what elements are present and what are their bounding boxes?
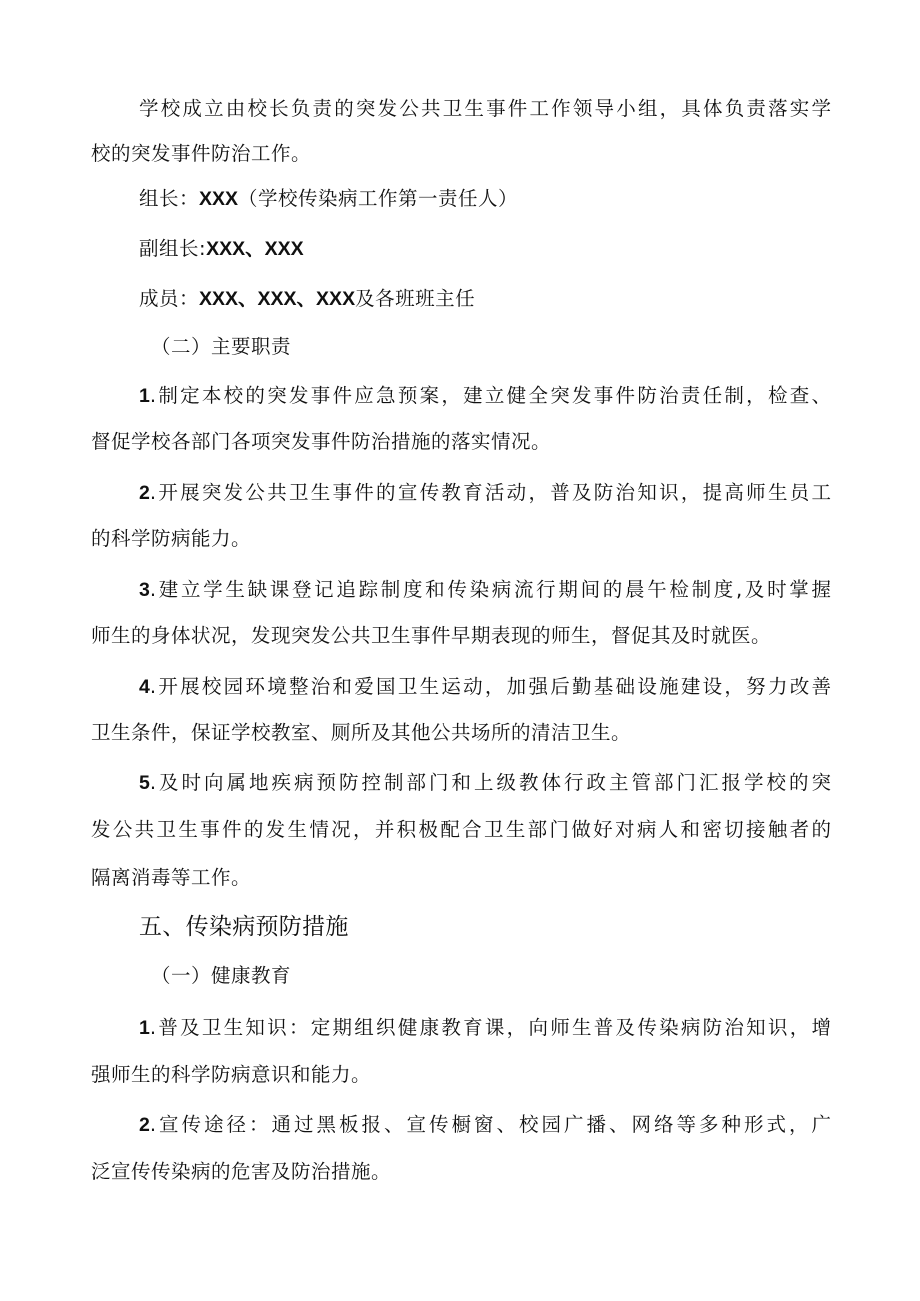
duty-item-5-text-3: 隔离消毒等工作。	[91, 866, 252, 889]
duty-item-5-line-1	[139, 768, 831, 798]
duty-item-4-line-1	[139, 672, 831, 702]
duty-item-5-text-1: .及时向属地疾病预防控制部门和上级教体行政主管部门汇报学校的突	[149, 771, 831, 794]
intro-text-2: 校的突发事件防治工作。	[91, 142, 312, 165]
leader-note: （学校传染病工作第一责任人）	[238, 187, 519, 210]
duty-item-1-text-1: .制定本校的突发事件应急预案，建立健全突发事件防治责任制，检查、	[149, 384, 831, 407]
members-line	[139, 284, 475, 314]
health-item-2-line-2	[91, 1157, 391, 1187]
duty-item-2-number: 2	[139, 482, 150, 504]
duty-item-5-line-2	[91, 815, 831, 845]
duty-item-1-line-2	[91, 427, 551, 457]
health-item-1-text-2: 强师生的科学防病意识和能力。	[91, 1063, 372, 1086]
duty-item-5-number: 5	[139, 772, 150, 794]
duty-item-2-text-1: .开展突发公共卫生事件的宣传教育活动，普及防治知识，提高师生员工	[149, 481, 831, 504]
health-item-1-line-2	[91, 1060, 371, 1090]
duty-item-4-line-2	[91, 718, 631, 748]
duty-item-3-number: 3	[139, 579, 150, 601]
duty-item-4-text-1: .开展校园环境整治和爱国卫生运动，加强后勤基础设施建设，努力改善	[149, 675, 831, 698]
section-title-duties	[151, 332, 291, 362]
deputy-line	[139, 234, 304, 264]
section-title-health-education-text: （一）健康教育	[151, 964, 292, 987]
leader-label: 组长：	[139, 187, 200, 210]
duty-item-3-text-2: 师生的身体状况，发现突发公共卫生事件早期表现的师生，督促其及时就医。	[91, 624, 772, 647]
section-heading-prevention	[139, 911, 349, 943]
duty-item-1-text-2: 督促学校各部门各项突发事件防治措施的落实情况。	[91, 430, 552, 453]
duty-item-2-line-2	[91, 524, 251, 554]
section-heading-prevention-text: 五、传染病预防措施	[139, 914, 349, 940]
deputy-label: 副组长:	[139, 237, 207, 260]
duty-item-1-line-1	[139, 381, 831, 411]
leader-name: XXX	[199, 188, 239, 210]
health-item-2-text-2: 泛宣传传染病的危害及防治措施。	[91, 1160, 392, 1183]
health-item-2-text-1: .宣传途径：通过黑板报、宣传橱窗、校园广播、网络等多种形式，广	[149, 1113, 831, 1136]
section-title-duties-text: （二）主要职责	[151, 335, 292, 358]
leader-line	[139, 184, 518, 214]
health-item-2-line-1	[139, 1110, 831, 1140]
deputy-names: XXX、XXX	[206, 238, 304, 260]
duty-item-2-text-2: 的科学防病能力。	[91, 527, 252, 550]
duty-item-3-line-2	[91, 621, 771, 651]
duty-item-2-line-1	[139, 478, 831, 508]
health-item-1-text-1: .普及卫生知识：定期组织健康教育课，向师生普及传染病防治知识，增	[149, 1016, 831, 1039]
intro-text-1: 学校成立由校长负责的突发公共卫生事件工作领导小组，具体负责落实学	[139, 97, 831, 120]
members-label: 成员：	[139, 287, 200, 310]
health-item-2-number: 2	[139, 1114, 150, 1136]
duty-item-5-text-2: 发公共卫生事件的发生情况，并积极配合卫生部门做好对病人和密切接触者的	[91, 818, 831, 841]
intro-line-2	[91, 139, 311, 169]
health-item-1-line-1	[139, 1013, 831, 1043]
members-suffix: 及各班班主任	[355, 287, 476, 310]
duty-item-1-number: 1	[139, 385, 150, 407]
duty-item-4-number: 4	[139, 676, 150, 698]
section-title-health-education	[151, 961, 291, 991]
duty-item-4-text-2: 卫生条件，保证学校教室、厕所及其他公共场所的清洁卫生。	[91, 721, 632, 744]
duty-item-3-line-1	[139, 575, 831, 605]
duty-item-3-text-1: .建立学生缺课登记追踪制度和传染病流行期间的晨午检制度,及时掌握	[149, 578, 831, 601]
health-item-1-number: 1	[139, 1017, 150, 1039]
duty-item-5-line-3	[91, 863, 251, 893]
intro-line-1	[139, 94, 831, 124]
members-names: XXX、XXX、XXX	[199, 288, 356, 310]
